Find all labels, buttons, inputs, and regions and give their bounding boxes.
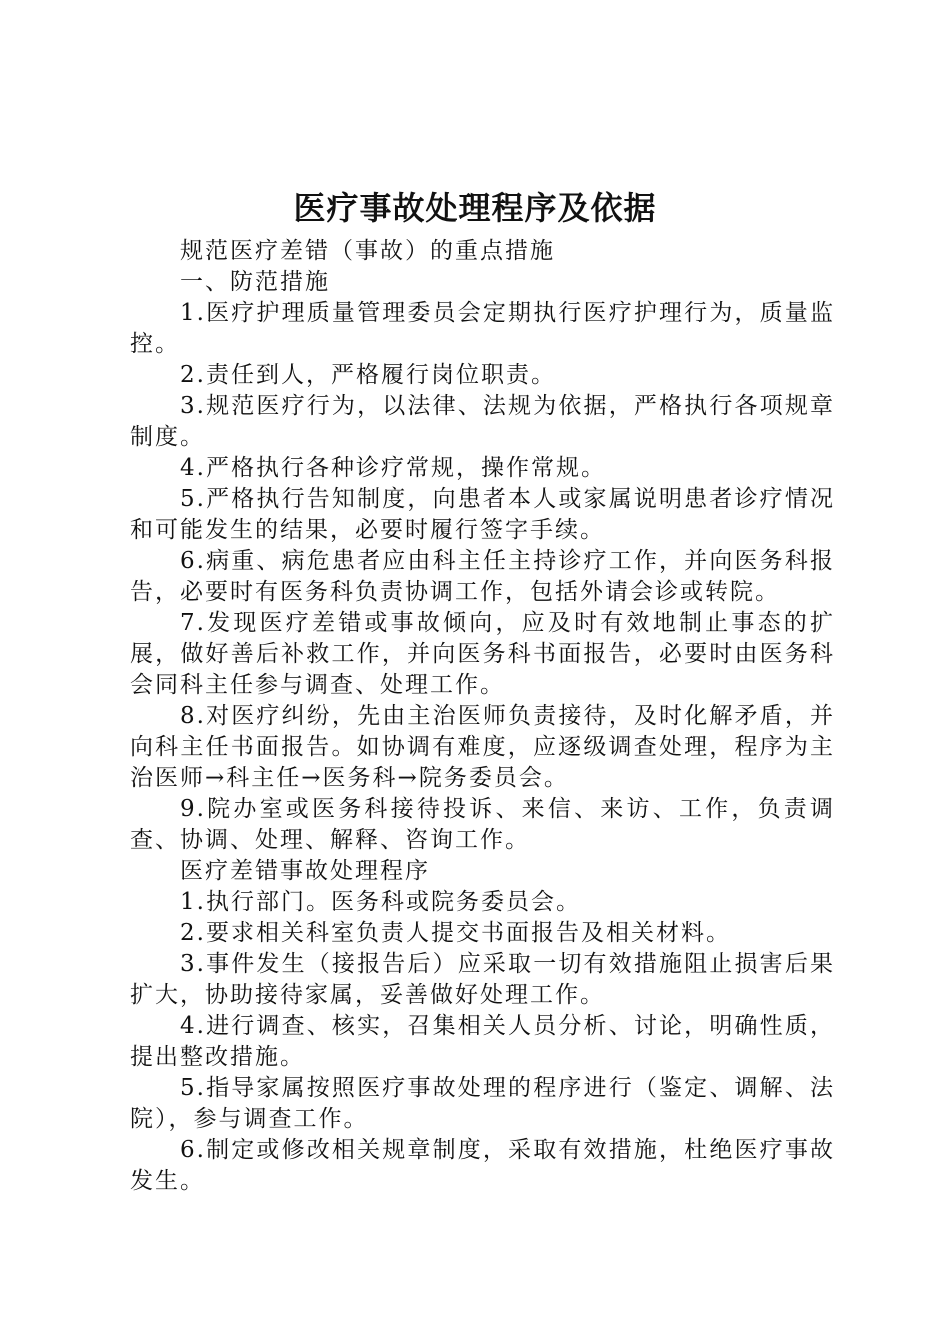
paragraph: 6.病重、病危患者应由科主任主持诊疗工作，并向医务科报告，必要时有医务科负责协调工作，包括外请会诊或转院。	[130, 548, 835, 605]
document-body	[130, 236, 835, 1197]
paragraph: 2.要求相关科室负责人提交书面报告及相关材料。	[180, 920, 731, 946]
paragraph: 4.严格执行各种诊疗常规，操作常规。	[180, 455, 606, 481]
paragraph-key-measures-heading: 规范医疗差错（事故）的重点措施	[180, 238, 555, 264]
paragraph: 1.执行部门。医务科或院务委员会。	[180, 889, 581, 915]
document-title: 医疗事故处理程序及依据	[293, 189, 657, 227]
paragraph-prevention-heading: 一、防范措施	[180, 269, 330, 295]
paragraph-procedure-heading: 医疗差错事故处理程序	[180, 858, 430, 884]
paragraph: 1.医疗护理质量管理委员会定期执行医疗护理行为，质量监控。	[130, 300, 835, 357]
paragraph: 8.对医疗纠纷，先由主治医师负责接待，及时化解矛盾，并向科主任书面报告。如协调有难度，应逐级调查处理，程序为主治医师→科主任→医务科→院务委员会。	[130, 703, 835, 791]
paragraph: 3.规范医疗行为，以法律、法规为依据，严格执行各项规章制度。	[130, 393, 835, 450]
paragraph: 5.严格执行告知制度，向患者本人或家属说明患者诊疗情况和可能发生的结果，必要时履行签字手续。	[130, 486, 835, 543]
paragraph: 6.制定或修改相关规章制度，采取有效措施，杜绝医疗事故发生。	[130, 1137, 835, 1194]
paragraph: 2.责任到人，严格履行岗位职责。	[180, 362, 556, 388]
paragraph: 3.事件发生（接报告后）应采取一切有效措施阻止损害后果扩大，协助接待家属，妥善做好处理工作。	[130, 951, 835, 1008]
paragraph: 5.指导家属按照医疗事故处理的程序进行（鉴定、调解、法院），参与调查工作。	[130, 1075, 835, 1132]
paragraph: 9.院办室或医务科接待投诉、来信、来访、工作，负责调查、协调、处理、解释、咨询工作。	[130, 796, 835, 853]
paragraph: 7.发现医疗差错或事故倾向，应及时有效地制止事态的扩展，做好善后补救工作，并向医务科书面报告，必要时由医务科会同科主任参与调查、处理工作。	[130, 610, 835, 698]
paragraph: 4.进行调查、核实，召集相关人员分析、讨论，明确性质，提出整改措施。	[130, 1013, 835, 1070]
